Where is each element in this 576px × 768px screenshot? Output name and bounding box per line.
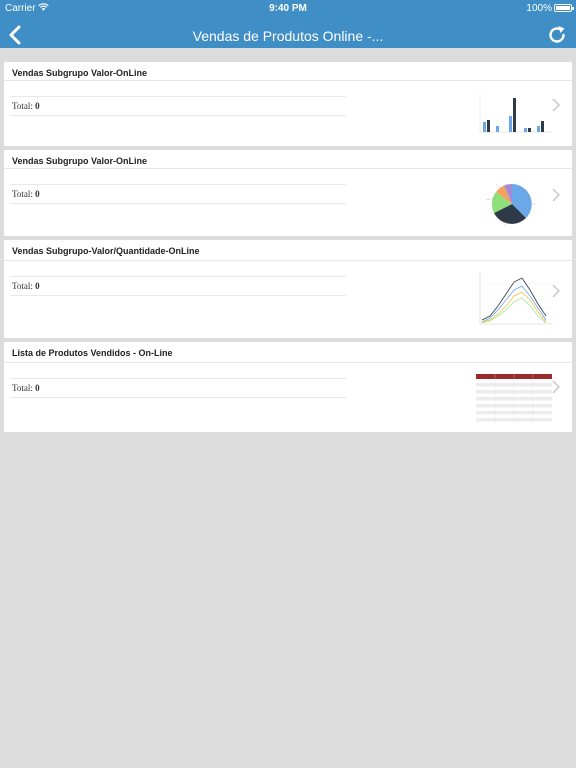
card-title: Vendas Subgrupo-Valor/Quantidade-OnLine (12, 246, 200, 256)
navigation-bar (0, 0, 576, 48)
chevron-right-icon (552, 284, 560, 298)
chevron-left-icon[interactable] (6, 24, 26, 46)
total-label: Total: 0 (12, 189, 40, 199)
refresh-icon[interactable] (546, 24, 568, 46)
report-card[interactable] (4, 150, 572, 236)
card-divider (4, 362, 572, 363)
card-divider (4, 80, 572, 81)
card-divider (4, 260, 572, 261)
card-title: Lista de Produtos Vendidos - On-Line (12, 348, 173, 358)
clock: 9:40 PM (269, 3, 307, 14)
bar-chart-thumbnail (474, 90, 554, 136)
total-row (10, 276, 346, 296)
report-card[interactable] (4, 240, 572, 338)
carrier-label: Carrier (5, 3, 36, 14)
total-value: 0 (35, 281, 40, 291)
total-row (10, 96, 346, 116)
card-title: Vendas Subgrupo Valor-OnLine (12, 68, 148, 78)
battery-icon (554, 4, 572, 12)
line-chart-thumbnail (474, 270, 554, 330)
total-row (10, 184, 346, 204)
total-value: 0 (35, 101, 40, 111)
total-value: 0 (35, 189, 40, 199)
total-label: Total: 0 (12, 101, 40, 111)
card-divider (4, 168, 572, 169)
page-title: Vendas de Produtos Online -... (192, 28, 384, 44)
chevron-right-icon (552, 380, 560, 394)
total-row (10, 378, 346, 398)
chevron-right-icon (552, 188, 560, 202)
report-card[interactable] (4, 62, 572, 146)
total-label: Total: 0 (12, 383, 40, 393)
total-label: Total: 0 (12, 281, 40, 291)
total-value: 0 (35, 383, 40, 393)
card-title: Vendas Subgrupo Valor-OnLine (12, 156, 148, 166)
report-card[interactable] (4, 342, 572, 432)
status-bar (0, 0, 576, 18)
chevron-right-icon (552, 98, 560, 112)
table-thumbnail (474, 372, 554, 424)
pie-chart-thumbnail (474, 178, 554, 230)
battery-percentage: 100% (526, 3, 552, 14)
